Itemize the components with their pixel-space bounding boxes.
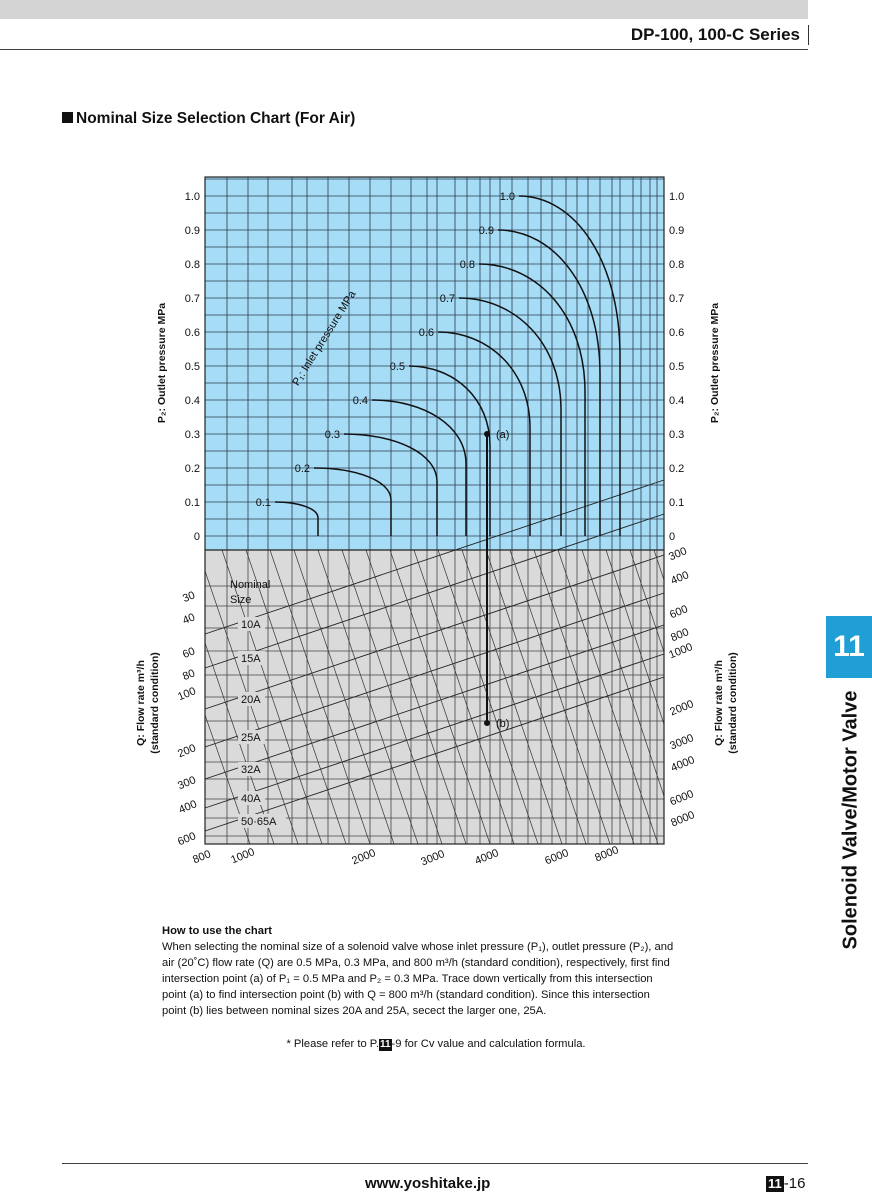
flow-tick-right-800: 800 [669,626,691,645]
howto-line-2: air (20˚C) flow rate (Q) are 0.5 MPa, 0.3 MPa, and 800 m³/h (standard condition), respectively, first find [162,957,670,969]
flow-tick-left-200: 200 [176,742,198,761]
howto-line-1: When selecting the nominal size of a solenoid valve whose inlet pressure (P₁), outlet pressure (P₂), and [162,941,674,953]
flow-tick-left-30: 30 [180,589,197,606]
flow-tick-right-3000: 3000 [668,732,696,753]
flow-tick-right-2000: 2000 [668,698,696,719]
y-tick-right-0.3: 0.3 [669,429,685,441]
curve-label-0.9: 0.9 [478,225,494,237]
y-tick-right-0.8: 0.8 [669,259,685,271]
flow-axis-title-right-2: (standard condition) [727,652,739,754]
flow-axis-title-left-2: (standard condition) [149,652,161,754]
flow-tick-bottom-3000: 3000 [419,848,447,869]
size-label-15A: 15A [241,653,261,665]
curve-label-0.7: 0.7 [439,293,455,305]
flow-axis-title-left-1: Q: Flow rate m³/h [135,660,147,746]
flow-tick-left-400: 400 [177,798,199,817]
flow-tick-left-300: 300 [176,774,198,793]
flow-tick-bottom-8000: 8000 [593,844,621,865]
size-label-50·65A: 50·65A [241,816,277,828]
point-a-label: (a) [496,429,510,441]
flow-tick-bottom-2000: 2000 [350,847,378,868]
howto-line-5: point (b) lies between nominal sizes 20A and 25A, secect the larger one, 25A. [162,1005,547,1017]
y-tick-right-0.9: 0.9 [669,225,685,237]
y-tick-left-0: 0 [193,531,200,543]
howto-title: How to use the chart [162,925,273,937]
flow-tick-left-600: 600 [176,830,198,849]
nominal-title-2: Size [230,594,252,606]
series-title: DP-100, 100-C Series [630,25,800,44]
note-suffix: -9 for Cv value and calculation formula. [391,1038,586,1050]
y-tick-right-0.2: 0.2 [669,463,685,475]
y-tick-left-0.1: 0.1 [184,497,200,509]
flow-tick-right-6000: 6000 [668,788,696,809]
chapter-title: Solenoid Valve/Motor Valve [839,690,862,950]
y-tick-left-0.4: 0.4 [184,395,200,407]
size-label-32A: 32A [241,764,261,776]
flow-tick-right-400: 400 [669,569,691,588]
size-label-20A: 20A [241,694,261,706]
flow-tick-left-40: 40 [180,611,197,628]
y-tick-left-0.9: 0.9 [184,225,200,237]
flow-tick-bottom-6000: 6000 [543,847,571,868]
flow-tick-right-300: 300 [667,545,689,564]
reference-note [0,1038,872,1051]
size-label-10A: 10A [241,619,261,631]
y-tick-left-0.8: 0.8 [184,259,200,271]
y-tick-left-0.7: 0.7 [184,293,200,305]
note-prefix: * Please refer to P. [286,1038,379,1050]
size-label-40A: 40A [241,793,261,805]
flow-tick-bottom-4000: 4000 [473,847,501,868]
flow-axis-title-right-1: Q: Flow rate m³/h [713,660,725,746]
curve-label-1.0: 1.0 [499,191,515,203]
flow-tick-right-1000: 1000 [667,641,695,662]
howto-line-3: intersection point (a) of P₁ = 0.5 MPa and P₂ = 0.3 MPa. Trace down vertically from this intersection [162,973,653,985]
y-tick-left-0.6: 0.6 [184,327,200,339]
flow-tick-bottom-1000: 1000 [229,846,257,867]
curve-label-0.8: 0.8 [459,259,475,271]
y-tick-left-0.5: 0.5 [184,361,200,373]
flow-tick-right-600: 600 [668,603,690,622]
flow-tick-right-8000: 8000 [669,809,697,830]
flow-tick-right-4000: 4000 [669,754,697,775]
y-tick-right-0.6: 0.6 [669,327,685,339]
note-block: 11 [379,1039,391,1050]
y-tick-right-0: 0 [669,531,676,543]
nominal-title-1: Nominal [230,579,271,591]
curve-label-0.6: 0.6 [418,327,434,339]
page-number [766,1175,805,1192]
y-axis-title-right: P₂: Outlet pressure MPa [709,302,721,424]
flow-tick-left-60: 60 [180,645,197,662]
page-suffix: -16 [783,1175,806,1192]
y-tick-right-0.1: 0.1 [669,497,685,509]
point-b [484,720,490,726]
y-tick-right-0.4: 0.4 [669,395,685,407]
curve-label-0.2: 0.2 [294,463,310,475]
footer-url[interactable]: www.yoshitake.jp [365,1175,491,1192]
y-axis-title-left: P₂: Outlet pressure MPa [156,302,168,424]
curve-label-0.1: 0.1 [255,497,271,509]
footer-rule [62,1163,808,1164]
flow-tick-left-100: 100 [176,685,198,704]
inlet-pressure-label: P₁: Inlet pressure MPa [290,288,359,389]
flow-tick-left-80: 80 [180,667,197,684]
flow-tick-bottom-800: 800 [191,848,213,867]
y-tick-right-0.7: 0.7 [669,293,685,305]
y-tick-left-0.2: 0.2 [184,463,200,475]
page-block: 11 [768,1176,782,1191]
howto-block [162,923,722,1019]
curve-label-0.5: 0.5 [389,361,405,373]
y-tick-left-0.3: 0.3 [184,429,200,441]
curve-label-0.3: 0.3 [324,429,340,441]
point-b-label: (b) [496,718,510,730]
chart-heading-text: Nominal Size Selection Chart (For Air) [76,110,356,127]
upper-panel-bg [205,177,664,550]
chapter-tab: 11 [826,616,872,678]
size-label-25A: 25A [241,732,261,744]
y-tick-left-1.0: 1.0 [184,191,200,203]
point-a [484,431,490,437]
y-tick-right-1.0: 1.0 [669,191,685,203]
curve-label-0.4: 0.4 [352,395,368,407]
y-tick-right-0.5: 0.5 [669,361,685,373]
howto-line-4: point (a) to find intersection point (b) with Q = 800 m³/h (standard condition). Since this intersection [162,989,650,1001]
